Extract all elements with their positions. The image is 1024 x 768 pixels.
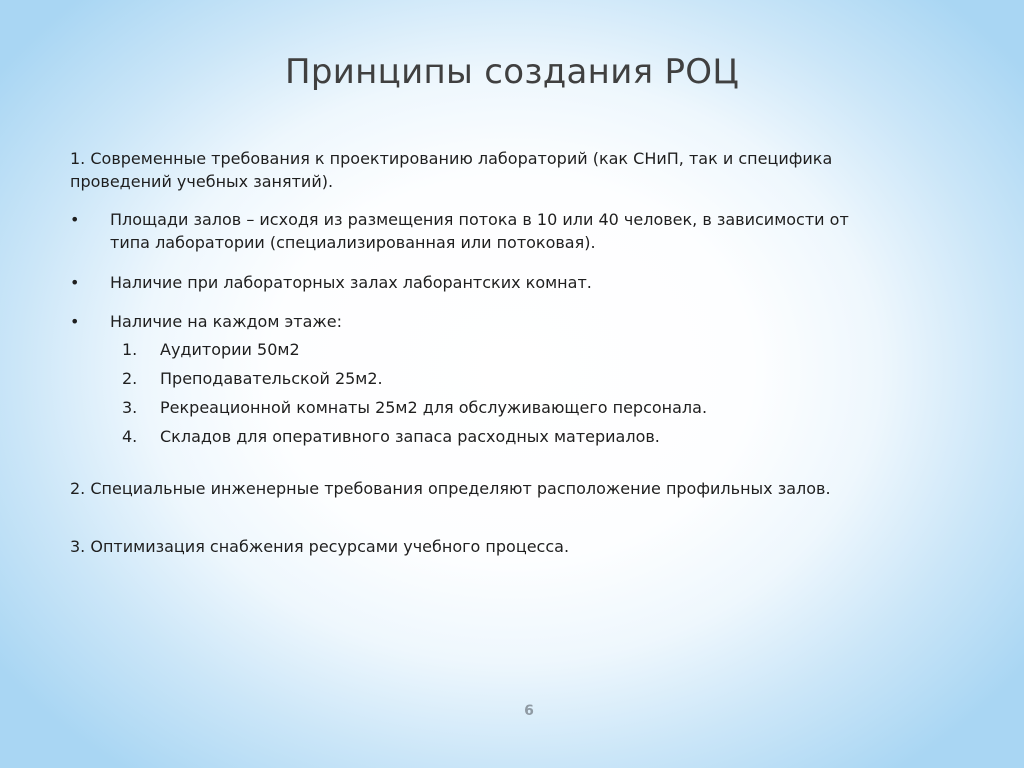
slide-content <box>70 147 950 558</box>
bullet-text-lab-rooms: Наличие при лабораторных залах лаборантских комнат. <box>110 273 592 292</box>
bullet-mark: • <box>70 273 80 292</box>
list-item-number: 4. <box>122 427 138 446</box>
bullet-item-lab-rooms <box>70 271 950 294</box>
point-1: 1. Современные требования к проектированию лабораторий (как СНиП, так и специфика проведений учебных занятий). <box>70 149 833 191</box>
list-item <box>70 425 950 448</box>
list-item-number: 1. <box>122 340 138 359</box>
bullet-text-each-floor: Наличие на каждом этаже: <box>110 312 343 331</box>
list-item-text: Складов для оперативного запаса расходных материалов. <box>160 427 660 446</box>
list-item-text: Рекреационной комнаты 25м2 для обслуживающего персонала. <box>160 398 708 417</box>
bullet-mark: • <box>70 210 80 229</box>
slide-title: Принципы создания РОЦ <box>284 52 740 92</box>
point-3: 3. Оптимизация снабжения ресурсами учебного процесса. <box>70 537 570 556</box>
list-item <box>70 367 950 390</box>
bullet-item-areas <box>70 208 950 254</box>
bullet-text-areas: Площади залов – исходя из размещения потока в 10 или 40 человек, в зависимости от типа лаборатории (специализированная или потоковая). <box>110 210 849 252</box>
floor-requirements-list <box>70 338 950 448</box>
page-number: 6 <box>524 703 534 719</box>
bullet-item-each-floor <box>70 310 950 333</box>
list-item <box>70 338 950 361</box>
list-item <box>70 396 950 419</box>
list-item-number: 2. <box>122 369 138 388</box>
point-2: 2. Специальные инженерные требования определяют расположение профильных залов. <box>70 479 831 498</box>
list-item-number: 3. <box>122 398 138 417</box>
bullet-mark: • <box>70 312 80 331</box>
list-item-text: Преподавательской 25м2. <box>160 369 383 388</box>
list-item-text: Аудитории 50м2 <box>160 340 300 359</box>
